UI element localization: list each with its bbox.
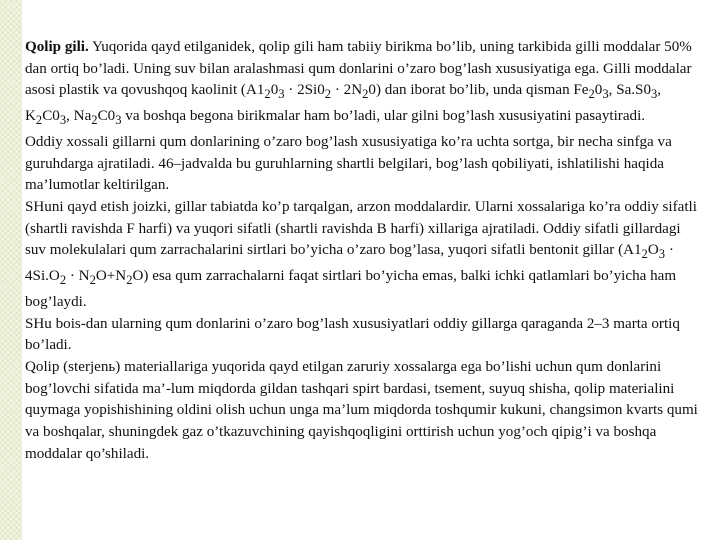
subscript: 2 <box>126 273 133 288</box>
subscript: 2 <box>89 273 96 288</box>
paragraph-heading: Qolip gili. <box>25 39 89 55</box>
text-run: , K <box>25 82 662 125</box>
subscript: 3 <box>651 87 658 102</box>
paragraph-oddiy-xossali: Oddiy xossali gillarni qum donlarining o’zaro bog’lash xususiyatiga ko’ra uchta sortga, bir necha sinfga va guruhdarga ajratiladi. 46–jadvalda bu guruhlarning shartli belgilari, bog’lash qobiliyati, ishlatilishi haqida ma’lumotlar keltirilgan. <box>25 133 672 194</box>
text-run: SHuni qayd etish joizki, gillar tabiatda ko’p tarqalgan, arzon moddalardir. Ularni xossalariga ko’ra oddiy sifatli (shartli ravishda F harfi) va yuqori sifatli (shartli ravishda B harfi) xillariga ajratiladi. Oddiy sifatli gillardagi suv molekulalari qum zarrachalarini sirtlari bo’yicha o’zaro bog’lasa, yuqori sifatli bentonit gillar (A1 <box>25 198 697 259</box>
text-run: Yuqorida qayd etilganidek, qolip gili ham tabiiy birikma bo’lib, uning tarkibida gilli moddalar 50% dan ortiq bo’ladi. Uning suv bilan aralashmasi qum donlarini o’zaro bog’lash xususiyatiga ega. Gilli moddalar asosi plastik va qovushqoq kaolinit (A1 <box>25 39 692 99</box>
text-run: · 2Si0 <box>284 82 325 99</box>
subscript: 3 <box>602 87 609 102</box>
subscript: 2 <box>641 247 648 262</box>
subscript: 2 <box>35 113 43 128</box>
paragraph-shuni-qayd <box>25 197 705 314</box>
decorative-stripe <box>0 0 22 540</box>
paragraph-qolip-sterjen: Qolip (sterjenь) materiallariga yuqorida qayd etilgan zaruriy xossalarga ega bo’lishi uchun qum donlarini bog’lovchi sifatida ma’-lum miqdorda gildan tashqari spirt bardasi, tsement, suyuq shisha, qolip materialini quymaga yopishishining oldini olish uchun unga ma’lum miqdorda toshqumir kukuni, changsimon kvarts qumi va boshqalar, shuningdek gaz o’tkazuvchining qayishqoqligini orttirish uchun yog’och qipig’i va boshqa moddalar qo’shiladi. <box>25 358 698 462</box>
text-run: · 4Si.O <box>25 242 674 285</box>
subscript: 2 <box>588 87 595 102</box>
subscript: 2 <box>264 87 271 102</box>
subscript: 2 <box>59 273 67 288</box>
subscript: 2 <box>91 113 98 128</box>
subscript: 3 <box>658 247 666 262</box>
subscript: 3 <box>278 87 285 102</box>
text-run: C0 <box>97 108 116 125</box>
text-run: , Sa.S0 <box>608 82 651 99</box>
document-body <box>25 37 705 465</box>
subscript: 3 <box>115 113 122 128</box>
text-run: va boshqa begona birikmalar ham bo’ladi, ular gilni bog’lash xususiyatini pasaytiradi. <box>121 108 646 125</box>
text-run: O+N <box>95 268 127 285</box>
text-run: · 2N <box>331 82 363 99</box>
text-run: 0) dan iborat bo’lib, unda qisman Fe <box>368 82 589 99</box>
subscript: 2 <box>362 87 369 102</box>
subscript: 3 <box>59 113 67 128</box>
paragraph-qolip-gili <box>25 37 705 132</box>
text-run: , Na <box>66 108 92 125</box>
text-run: C0 <box>42 108 60 125</box>
text-run: O) esa qum zarrachalarni faqat sirtlari bo’yicha emas, balki ichki qatlamlari bo’yicha ham bog’laydi. <box>25 268 677 310</box>
text-run: 0 <box>270 82 279 99</box>
text-run: 0 <box>594 82 603 99</box>
text-run: O <box>647 242 659 259</box>
paragraph-shu-bois: SHu bois-dan ularning qum donlarini o’zaro bog’lash xususiyatlari oddiy gillarga qaraganda 2–3 marta ortiq bo’ladi. <box>25 315 680 354</box>
text-run: · N <box>66 268 90 285</box>
subscript: 2 <box>324 87 332 102</box>
